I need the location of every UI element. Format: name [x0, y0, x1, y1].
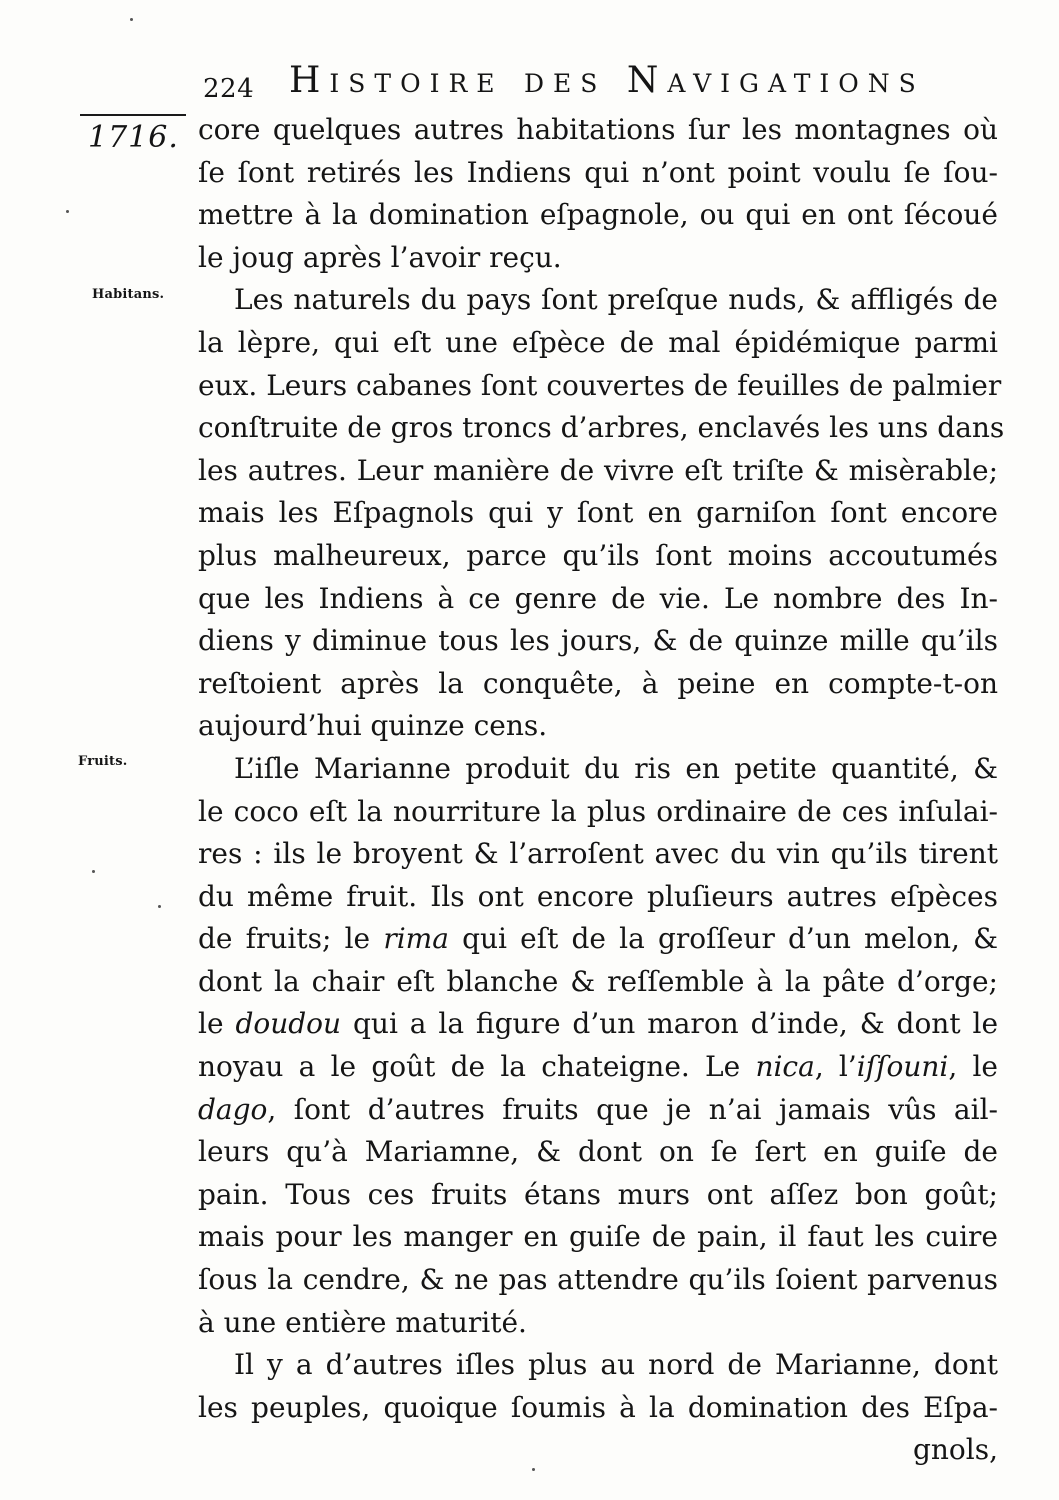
text-line	[198, 1046, 998, 1089]
text-line: mais pour les manger en guiſe de pain, il faut les cuire	[198, 1220, 998, 1254]
text-line: Il y a d’autres iſles plus au nord de Marianne, dont	[234, 1348, 998, 1382]
text-line: la lèpre, qui eſt une eſpèce de mal épidémique parmi	[198, 325, 998, 359]
text-line: dont la chair eſt blanche & reſſemble à la pâte d’orge;	[198, 964, 998, 998]
text-line: ſe ſont retirés les Indiens qui n’ont point voulu ſe ſou-	[198, 155, 998, 189]
text-fragment: , l’	[814, 1050, 857, 1084]
text-line: les autres. Leur manière de vivre eſt triſte & misèrable;	[198, 453, 998, 487]
print-speck	[130, 18, 133, 21]
print-speck	[66, 210, 69, 213]
italic-word-doudou: doudou	[235, 1007, 342, 1041]
text-line: core quelques autres habitations ſur les montagnes où	[198, 113, 998, 146]
page-header	[197, 52, 997, 102]
text-line: le coco eſt la nourriture la plus ordinaire de ces inſulai-	[198, 794, 998, 828]
page-number: 224	[203, 74, 255, 104]
print-speck	[92, 870, 95, 873]
text-line: Les naturels du pays ſont preſque nuds, & affligés de	[234, 283, 998, 317]
text-line	[198, 1089, 998, 1132]
text-line: le joug après l’avoir reçu.	[198, 240, 562, 274]
text-fragment: qui a la figure d’un maron d’inde, & dont le	[352, 1007, 999, 1041]
text-fragment: le	[198, 1007, 224, 1041]
italic-word-rima: rima	[383, 922, 449, 956]
text-line: conſtruite de gros troncs d’arbres, enclavés les uns dans	[198, 411, 1005, 445]
text-line: pain. Tous ces fruits étans murs ont aſſez bon goût;	[198, 1177, 998, 1211]
text-line: aujourd’hui quinze cens.	[198, 709, 548, 743]
print-speck	[158, 905, 161, 908]
text-fragment: de fruits; le	[198, 922, 371, 956]
text-line: les peuples, quoique ſoumis à la domination des Eſpa-	[198, 1390, 998, 1424]
text-line	[198, 918, 998, 961]
margin-year: 1716.	[88, 120, 179, 155]
text-line: leurs qu’à Mariamne, & dont on ſe ſert en guiſe de	[198, 1135, 998, 1169]
print-speck	[532, 1468, 535, 1471]
text-line: du même fruit. Ils ont encore pluſieurs autres eſpèces	[198, 879, 998, 913]
text-line: res : ils le broyent & l’arroſent avec du vin qu’ils tirent	[198, 837, 998, 871]
text-fragment: , ſont d’autres fruits que je n’ai jamais vûs ail-	[267, 1092, 998, 1126]
text-line: mais les Eſpagnols qui y ſont en garniſon ſont encore	[198, 496, 998, 530]
year-rule	[80, 114, 186, 116]
text-line: plus malheureux, parce qu’ils ſont moins accoutumés	[198, 538, 998, 572]
text-line: que les Indiens à ce genre de vie. Le nombre des In-	[198, 581, 998, 615]
text-line: reſtoient après la conquête, à peine en compte-t-on	[198, 666, 998, 700]
text-line: eux. Leurs cabanes ſont couvertes de feuilles de palmier	[198, 368, 1002, 402]
running-title: Histoire des Navigations	[289, 60, 925, 101]
text-fragment: qui eſt de la groſſeur d’un melon, &	[462, 922, 999, 956]
italic-word-nica: nica	[755, 1050, 815, 1084]
italic-word-dago: dago	[198, 1092, 268, 1126]
text-fragment: noyau a le goût de la chateigne. Le	[198, 1050, 741, 1084]
text-line: ſous la cendre, & ne pas attendre qu’ils ſoient parvenus	[198, 1263, 998, 1297]
text-line: à une entière maturité.	[198, 1305, 527, 1339]
text-line	[198, 1003, 998, 1046]
margin-note-habitans: Habitans.	[92, 287, 165, 302]
margin-note-fruits: Fruits.	[78, 754, 128, 769]
text-line: gnols,	[912, 1433, 998, 1467]
text-line: mettre à la domination eſpagnole, ou qui en ont ſécoué	[198, 198, 998, 232]
italic-word-issouni: iſſouni	[856, 1050, 949, 1084]
text-line: L’iſle Marianne produit du ris en petite quantité, &	[234, 751, 998, 785]
body-text	[198, 109, 1005, 1472]
text-line: diens y diminue tous les jours, & de quinze mille qu’ils	[198, 624, 998, 658]
text-fragment: , le	[948, 1050, 999, 1084]
